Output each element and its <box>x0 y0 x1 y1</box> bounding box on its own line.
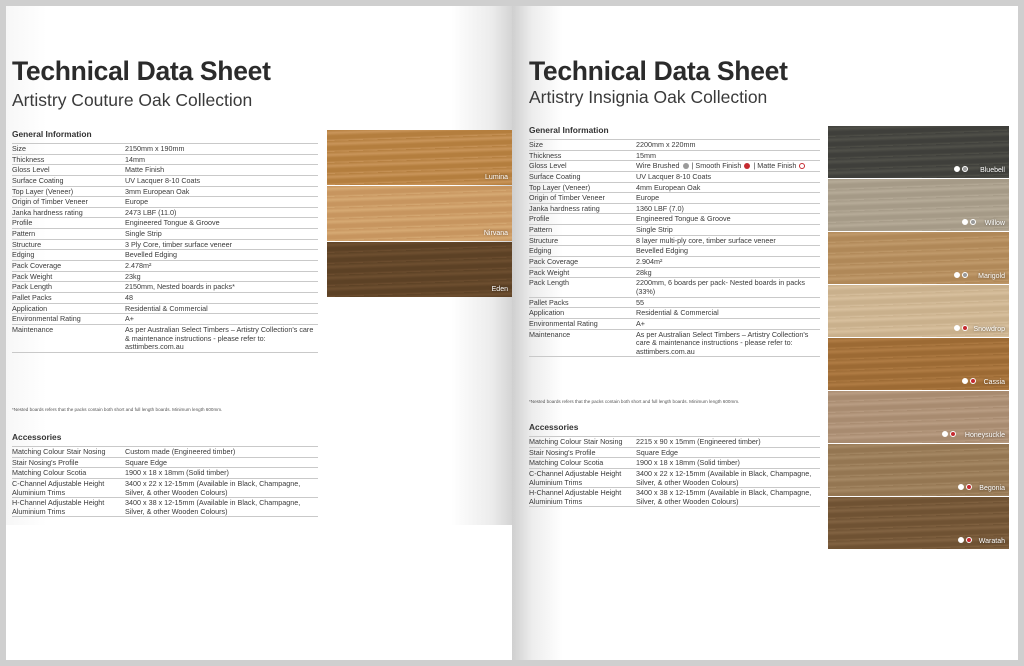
table-row <box>529 257 820 268</box>
table-row <box>529 171 820 182</box>
page-mask <box>6 525 512 660</box>
accessories-table <box>529 436 820 507</box>
row-value: 1900 x 18 x 18mm (Solid timber) <box>636 458 820 469</box>
row-value: 3400 x 38 x 12-15mm (Available in Black, Champagne, Silver, & other Wooden Colours) <box>636 488 820 507</box>
row-label: Matching Colour Stair Nosing <box>529 437 636 448</box>
table-row <box>529 225 820 236</box>
finish-dot-icon <box>966 484 972 490</box>
row-label: Size <box>529 140 636 151</box>
table-row <box>529 246 820 257</box>
row-label: Profile <box>529 214 636 225</box>
row-value: Engineered Tongue & Groove <box>125 218 318 229</box>
swatch-label: Willow <box>984 220 1005 227</box>
table-row <box>12 144 318 155</box>
colour-swatch-bluebell <box>828 126 1009 178</box>
row-label: Gloss Level <box>12 165 125 176</box>
table-row <box>12 447 318 458</box>
row-label: Pack Coverage <box>529 257 636 268</box>
row-label: C-Channel Adjustable Height Aluminium Trims <box>529 468 636 487</box>
finish-dot-icon <box>962 325 968 331</box>
row-label: Pallet Packs <box>12 292 125 303</box>
white-dot-icon <box>962 219 968 225</box>
row-label: Thickness <box>12 154 125 165</box>
swatch-label: Cassia <box>983 379 1005 386</box>
colour-swatch-willow <box>828 179 1009 231</box>
row-label: Structure <box>529 235 636 246</box>
row-label: Stair Nosing's Profile <box>12 457 125 468</box>
swatch-label: Lumina <box>485 174 508 181</box>
table-row <box>529 458 820 469</box>
row-value: 15mm <box>636 150 820 161</box>
general-information-table <box>529 139 820 357</box>
wood-texture <box>828 179 1009 231</box>
table-row <box>529 329 820 357</box>
table-row <box>12 175 318 186</box>
row-value: Wire Brushed | Smooth Finish | Matte Finish <box>636 161 820 172</box>
row-value: 2200mm, 6 boards per pack- Nested boards in packs (33%) <box>636 278 820 297</box>
swatch-label: Eden <box>491 286 508 293</box>
table-row <box>529 447 820 458</box>
table-row <box>529 182 820 193</box>
table-row <box>529 488 820 507</box>
row-value: As per Australian Select Timbers – Artistry Collection's care & maintenance instructions - please refer to: asttimbers.com.au <box>125 324 318 352</box>
swatch-label: Waratah <box>978 538 1005 545</box>
table-row <box>529 193 820 204</box>
finish-swatch-icon <box>744 163 750 169</box>
right-page <box>512 6 1018 660</box>
row-label: H-Channel Adjustable Height Aluminium Trims <box>12 498 125 517</box>
page-subtitle: Artistry Insignia Oak Collection <box>529 87 768 107</box>
nested-boards-note: *Nested boards refers that the packs contain both short and full length boards. Minimum length 600mm. <box>529 399 740 404</box>
table-row <box>529 437 820 448</box>
table-row <box>12 239 318 250</box>
row-value: UV Lacquer 8-10 Coats <box>636 171 820 182</box>
accessories-heading: Accessories <box>529 422 579 432</box>
table-row <box>529 468 820 487</box>
white-dot-icon <box>958 484 964 490</box>
row-label: Pack Weight <box>529 267 636 278</box>
white-dot-icon <box>962 378 968 384</box>
row-value: 2150mm, Nested boards in packs* <box>125 282 318 293</box>
row-label: Application <box>529 308 636 319</box>
white-dot-icon <box>958 537 964 543</box>
row-label: Profile <box>12 218 125 229</box>
row-value: 1360 LBF (7.0) <box>636 203 820 214</box>
row-label: Pack Weight <box>12 271 125 282</box>
table-row <box>12 314 318 325</box>
table-row <box>12 261 318 272</box>
table-row <box>12 478 318 497</box>
table-row <box>12 250 318 261</box>
row-label: Environmental Rating <box>12 314 125 325</box>
row-value: 2200mm x 220mm <box>636 140 820 151</box>
row-label: Size <box>12 144 125 155</box>
row-label: Matching Colour Scotia <box>529 458 636 469</box>
finish-dot-icon <box>962 272 968 278</box>
row-label: Origin of Timber Veneer <box>529 193 636 204</box>
row-value: Single Strip <box>636 225 820 236</box>
table-row <box>12 324 318 352</box>
table-row <box>12 468 318 479</box>
row-label: Janka hardness rating <box>12 207 125 218</box>
page-title: Technical Data Sheet <box>529 56 788 86</box>
row-value: Square Edge <box>125 457 318 468</box>
row-value: UV Lacquer 8-10 Coats <box>125 175 318 186</box>
colour-swatch-cassia <box>828 338 1009 390</box>
row-value: Residential & Commercial <box>125 303 318 314</box>
finish-dot-icon <box>970 378 976 384</box>
table-row <box>12 218 318 229</box>
white-dot-icon <box>954 325 960 331</box>
row-value: 23kg <box>125 271 318 282</box>
table-row <box>12 165 318 176</box>
row-value: Europe <box>636 193 820 204</box>
table-row <box>12 229 318 240</box>
swatch-label: Bluebell <box>980 167 1005 174</box>
swatch-label: Begonia <box>979 485 1005 492</box>
row-label: Pallet Packs <box>529 297 636 308</box>
swatch-label: Honeysuckle <box>964 432 1005 439</box>
colour-swatch-marigold <box>828 232 1009 284</box>
table-row <box>12 292 318 303</box>
row-value: Bevelled Edging <box>636 246 820 257</box>
swatch-column <box>828 126 1009 550</box>
swatch-column <box>327 130 512 298</box>
left-page <box>6 6 512 660</box>
row-value: 3mm European Oak <box>125 186 318 197</box>
row-label: Pattern <box>529 225 636 236</box>
row-label: Application <box>12 303 125 314</box>
accessories-heading: Accessories <box>12 432 62 442</box>
row-value: Bevelled Edging <box>125 250 318 261</box>
table-row <box>529 140 820 151</box>
table-row <box>529 297 820 308</box>
table-row <box>529 235 820 246</box>
table-row <box>529 267 820 278</box>
table-row <box>529 278 820 297</box>
finish-dot-icon <box>970 219 976 225</box>
finish-swatch-icon <box>799 163 805 169</box>
row-label: Origin of Timber Veneer <box>12 197 125 208</box>
colour-swatch-begonia <box>828 444 1009 496</box>
table-row <box>12 186 318 197</box>
row-label: Structure <box>12 239 125 250</box>
table-row <box>529 308 820 319</box>
general-information-heading: General Information <box>12 129 92 139</box>
row-value: 2473 LBF (11.0) <box>125 207 318 218</box>
row-value: 2.478m² <box>125 261 318 272</box>
row-value: Residential & Commercial <box>636 308 820 319</box>
table-row <box>12 457 318 468</box>
swatch-label: Nirvana <box>483 230 508 237</box>
row-value: 4mm European Oak <box>636 182 820 193</box>
row-value: 2.904m² <box>636 257 820 268</box>
row-value: A+ <box>636 318 820 329</box>
row-label: Edging <box>529 246 636 257</box>
row-label: Top Layer (Veneer) <box>529 182 636 193</box>
row-label: Pack Length <box>12 282 125 293</box>
row-label: Thickness <box>529 150 636 161</box>
finish-dot-icon <box>962 166 968 172</box>
row-value: 3 Ply Core, timber surface veneer <box>125 239 318 250</box>
row-label: H-Channel Adjustable Height Aluminium Trims <box>529 488 636 507</box>
table-row <box>529 318 820 329</box>
row-value: Matte Finish <box>125 165 318 176</box>
row-label: Matching Colour Scotia <box>12 468 125 479</box>
table-row <box>12 303 318 314</box>
row-value: 2215 x 90 x 15mm (Engineered timber) <box>636 437 820 448</box>
table-row <box>529 203 820 214</box>
wood-texture <box>828 338 1009 390</box>
row-value: 3400 x 38 x 12-15mm (Available in Black, Champagne, Silver, & other Wooden Colours) <box>125 498 318 517</box>
finish-swatch-icon <box>683 163 689 169</box>
row-label: Surface Coating <box>529 171 636 182</box>
row-label: Pack Length <box>529 278 636 297</box>
row-label: Pack Coverage <box>12 261 125 272</box>
table-row <box>12 207 318 218</box>
colour-swatch-nirvana <box>327 186 512 241</box>
page-title: Technical Data Sheet <box>12 56 271 86</box>
row-value: Square Edge <box>636 447 820 458</box>
colour-swatch-lumina <box>327 130 512 185</box>
colour-swatch-waratah <box>828 497 1009 549</box>
row-value: 3400 x 22 x 12-15mm (Available in Black, Champagne, Silver, & other Wooden Colours) <box>636 468 820 487</box>
row-value: 55 <box>636 297 820 308</box>
table-row <box>529 150 820 161</box>
row-value: 2150mm x 190mm <box>125 144 318 155</box>
row-value: 8 layer multi-ply core, timber surface veneer <box>636 235 820 246</box>
row-value: Custom made (Engineered timber) <box>125 447 318 458</box>
row-label: Gloss Level <box>529 161 636 172</box>
table-row <box>12 197 318 208</box>
colour-swatch-honeysuckle <box>828 391 1009 443</box>
row-label: Maintenance <box>529 329 636 357</box>
page-subtitle: Artistry Couture Oak Collection <box>12 90 253 110</box>
row-label: Janka hardness rating <box>529 203 636 214</box>
table-row <box>12 271 318 282</box>
colour-swatch-snowdrop <box>828 285 1009 337</box>
row-value: 1900 x 18 x 18mm (Solid timber) <box>125 468 318 479</box>
row-label: Pattern <box>12 229 125 240</box>
row-value: Single Strip <box>125 229 318 240</box>
row-value: 14mm <box>125 154 318 165</box>
wood-texture <box>327 242 512 297</box>
accessories-table <box>12 446 318 517</box>
row-value: 28kg <box>636 267 820 278</box>
row-value: 3400 x 22 x 12-15mm (Available in Black, Champagne, Silver, & other Wooden Colours) <box>125 478 318 497</box>
table-row <box>529 214 820 225</box>
table-row <box>12 282 318 293</box>
table-row <box>12 154 318 165</box>
row-label: Stair Nosing's Profile <box>529 447 636 458</box>
row-value: Europe <box>125 197 318 208</box>
nested-boards-note: *Nested boards refers that the packs contain both short and full length boards. Minimum length 600mm. <box>12 407 223 412</box>
finish-dot-icon <box>966 537 972 543</box>
row-value: A+ <box>125 314 318 325</box>
row-label: Edging <box>12 250 125 261</box>
row-value: Engineered Tongue & Groove <box>636 214 820 225</box>
row-label: Matching Colour Stair Nosing <box>12 447 125 458</box>
swatch-label: Snowdrop <box>973 326 1005 333</box>
row-label: C-Channel Adjustable Height Aluminium Trims <box>12 478 125 497</box>
white-dot-icon <box>954 166 960 172</box>
general-information-heading: General Information <box>529 125 609 135</box>
swatch-label: Marigold <box>978 273 1005 280</box>
row-label: Surface Coating <box>12 175 125 186</box>
white-dot-icon <box>954 272 960 278</box>
colour-swatch-eden <box>327 242 512 297</box>
table-row <box>12 498 318 517</box>
row-value: 48 <box>125 292 318 303</box>
row-label: Maintenance <box>12 324 125 352</box>
row-label: Top Layer (Veneer) <box>12 186 125 197</box>
table-row <box>529 161 820 172</box>
row-label: Environmental Rating <box>529 318 636 329</box>
row-value: As per Australian Select Timbers – Artistry Collection's care & maintenance instructions - please refer to: asttimbers.com.au <box>636 329 820 357</box>
general-information-table <box>12 143 318 353</box>
